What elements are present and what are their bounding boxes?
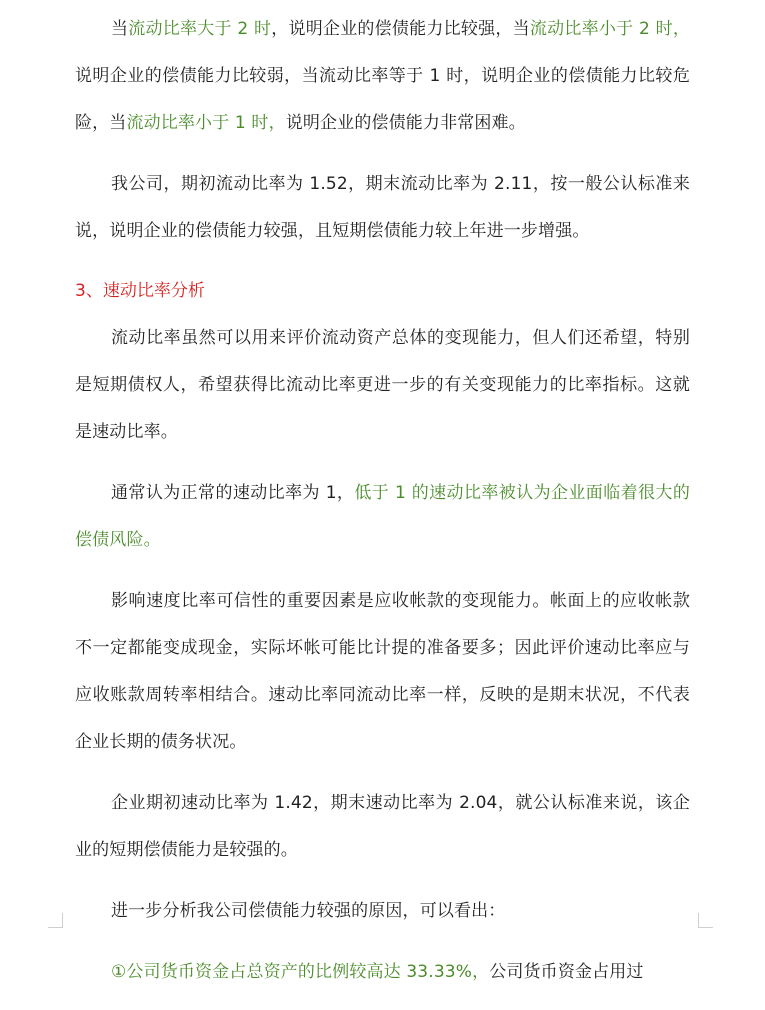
text-run: 流动比率虽然可以用来评价流动资产总体的变现能力，但人们还希望，特别是短期债权人，希望获得比流动比率更进一步的有关变现能力的比率指标。这就是速动比率。: [75, 328, 690, 442]
paragraph-monetary-funds: [75, 949, 690, 996]
paragraph-company-current-ratio: [75, 161, 690, 255]
heading-text: 3、速动比率分析: [75, 281, 205, 301]
highlighted-text-run: 流动比率小于 2 时，: [529, 19, 690, 39]
highlighted-text-run: 低于 1 的速动比率被认为企业面临着很大的偿债风险。: [75, 483, 690, 550]
text-run: 通常认为正常的速动比率为 1，: [111, 483, 355, 503]
document-body: [75, 6, 690, 1010]
paragraph-further-analysis: [75, 888, 690, 935]
highlighted-text-run: 流动比率大于 2 时: [128, 19, 272, 39]
page-corner-mark-right: [698, 913, 713, 928]
paragraph-quick-ratio-factors: [75, 578, 690, 766]
section-heading-quick-ratio: [75, 269, 690, 313]
highlighted-text-run: ①公司货币资金占总资产的比例较高达 33.33%，: [111, 962, 490, 982]
paragraph-quick-ratio-definition: [75, 315, 690, 456]
paragraph-company-quick-ratio: [75, 780, 690, 874]
text-run: 企业期初速动比率为 1.42，期末速动比率为 2.04，就公认标准来说，该企业的短期偿债能力是较强的。: [75, 793, 690, 860]
text-run: 当: [111, 19, 129, 39]
paragraph-quick-ratio-normal: [75, 470, 690, 564]
text-run: 说明企业的偿债能力比较弱，当流动比率等于 1 时，说明企业的偿债能力比较危险，当: [75, 66, 690, 133]
text-run: 进一步分析我公司偿债能力较强的原因，可以看出：: [111, 901, 506, 921]
page-corner-mark-left: [48, 913, 63, 928]
text-run: 我公司，期初流动比率为 1.52，期末流动比率为 2.11，按一般公认标准来说，说明企业的偿债能力较强，且短期偿债能力较上年进一步增强。: [75, 174, 690, 241]
highlighted-text-run: 流动比率小于 1 时，: [126, 113, 286, 133]
text-run: 公司货币资金占用过: [489, 962, 644, 982]
text-run: 影响速度比率可信性的重要因素是应收帐款的变现能力。帐面上的应收帐款不一定都能变成现金，实际坏帐可能比计提的准备要多；因此评价速动比率应与应收账款周转率相结合。速动比率同流动比率一样，反映的是期末状况，不代表企业长期的债务状况。: [75, 591, 690, 752]
text-run: 说明企业的偿债能力非常困难。: [285, 113, 526, 133]
text-run: ，说明企业的偿债能力比较强，当: [271, 19, 530, 39]
paragraph-current-ratio-interpretation: [75, 6, 690, 147]
